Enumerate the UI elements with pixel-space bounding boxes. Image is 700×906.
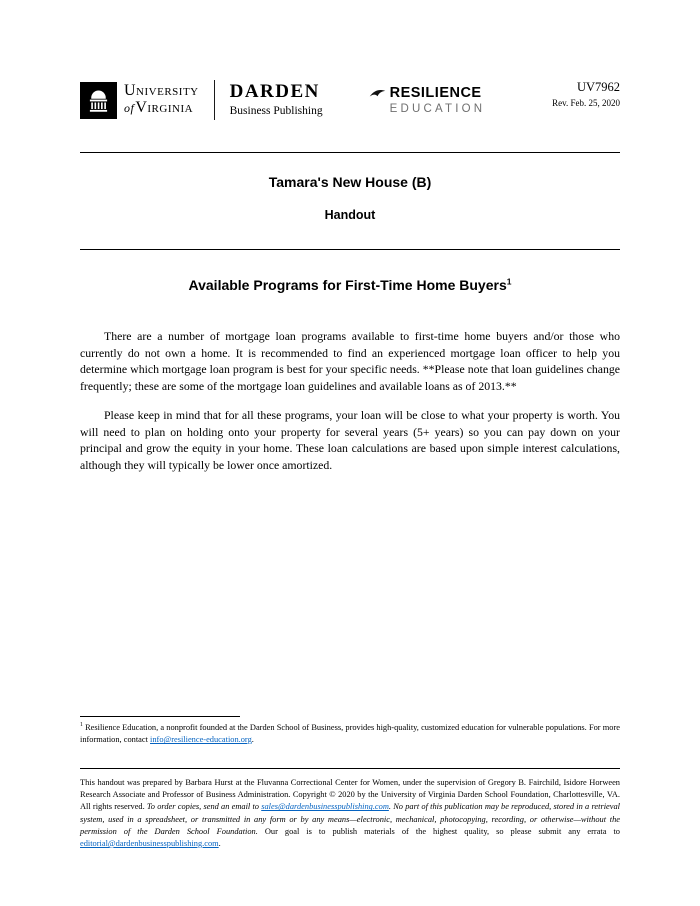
darden-logo [230,82,323,118]
uva-wordmark-line2: ofVirginia [124,99,194,116]
footer-rule [80,768,620,769]
resilience-wordmark-row [369,85,486,101]
footer-text-run-italic: . No part of this publication may be reproduced, stored in a retrieval system, used in a spreadsheet, or transmitted in any form or by any means—electronic, mechanical, photocopying, recording, or otherwise—without the permission of the Darden School Foundation. [80,802,620,836]
rotunda-icon [80,82,117,119]
footer-text-run: . [218,838,221,848]
document-body [80,152,620,473]
body-paragraph-2: Please keep in mind that for all these programs, your loan will be close to what your property is worth. You will need to plan on holding onto your property for several years (5+ years) so you can pay down on your principal and grow the equity in your home. These loan calculations are based upon simple interest calculations, although they will typically be lower once amortized. [80,408,620,472]
uva-wordmark-line1: University [124,82,199,100]
title-rule [80,249,620,250]
document-header [80,78,620,122]
document-subtitle: Handout [324,208,376,222]
body-paragraph-1: There are a number of mortgage loan programs available to first-time home buyers and/or those who currently do not own a home. It is recommended to find an experienced mortgage loan officer to help you determine which mortgage loan program is best for your specific needs. **Please note that loan guidelines change frequently; these are some of the mortgage loan guidelines and available loans as of 2013.** [80,329,620,393]
darden-subtitle: Business Publishing [229,105,323,118]
resilience-logo [369,85,486,115]
footnote-marker: 1 [80,722,83,729]
footnote-rule [80,716,240,717]
revision-date: Rev. Feb. 25, 2020 [552,98,620,108]
document-code: UV7962 [576,80,620,94]
document-title: Tamara's New House (B) [268,174,432,190]
info-email-link[interactable]: info@resilience-education.org [150,735,252,745]
section-heading-text: Available Programs for First-Time Home Buyers [188,277,507,293]
sales-email-link[interactable]: sales@dardenbusinesspublishing.com [261,802,389,812]
footer-text-run-italic: To order copies, send an email to [146,802,262,812]
uva-wordmark [124,83,199,117]
footer-text-run: This handout was prepared by Barbara Hurst at the Fluvanna Correctional Center for Women, under the supervision of Gregory B. Fairchild, Isidore Horween Research Associate and Professor of Business Administration. Copyright © 2020 by the University of Virginia Darden School Foundation, Charlottesville, VA. All rights reserved. [80,778,620,812]
footnote-text [80,722,620,746]
education-wordmark: EDUCATION [389,103,486,115]
header-divider [214,80,215,120]
header-rule [80,152,620,153]
resilience-wordmark: RESILIENCE [389,85,482,101]
footer-text-run: Our goal is to publish materials of the highest quality, so please submit any errata to [257,826,620,836]
footnote-body: Resilience Education, a nonprofit founded at the Darden School of Business, provides high-quality, customized education for vulnerable populations. For more information, contact [80,723,620,745]
footnote-period: . [251,735,254,745]
footnote-section [80,716,620,746]
footer-section [80,768,620,850]
section-heading [80,277,620,293]
uva-logo [80,82,199,119]
footnote-reference: 1 [506,276,512,287]
darden-wordmark: DARDEN [229,81,320,103]
editorial-email-link[interactable]: editorial@dardenbusinesspublishing.com [80,838,219,848]
document-meta [552,78,620,108]
bird-icon [369,88,386,98]
footer-paragraph [80,777,620,850]
